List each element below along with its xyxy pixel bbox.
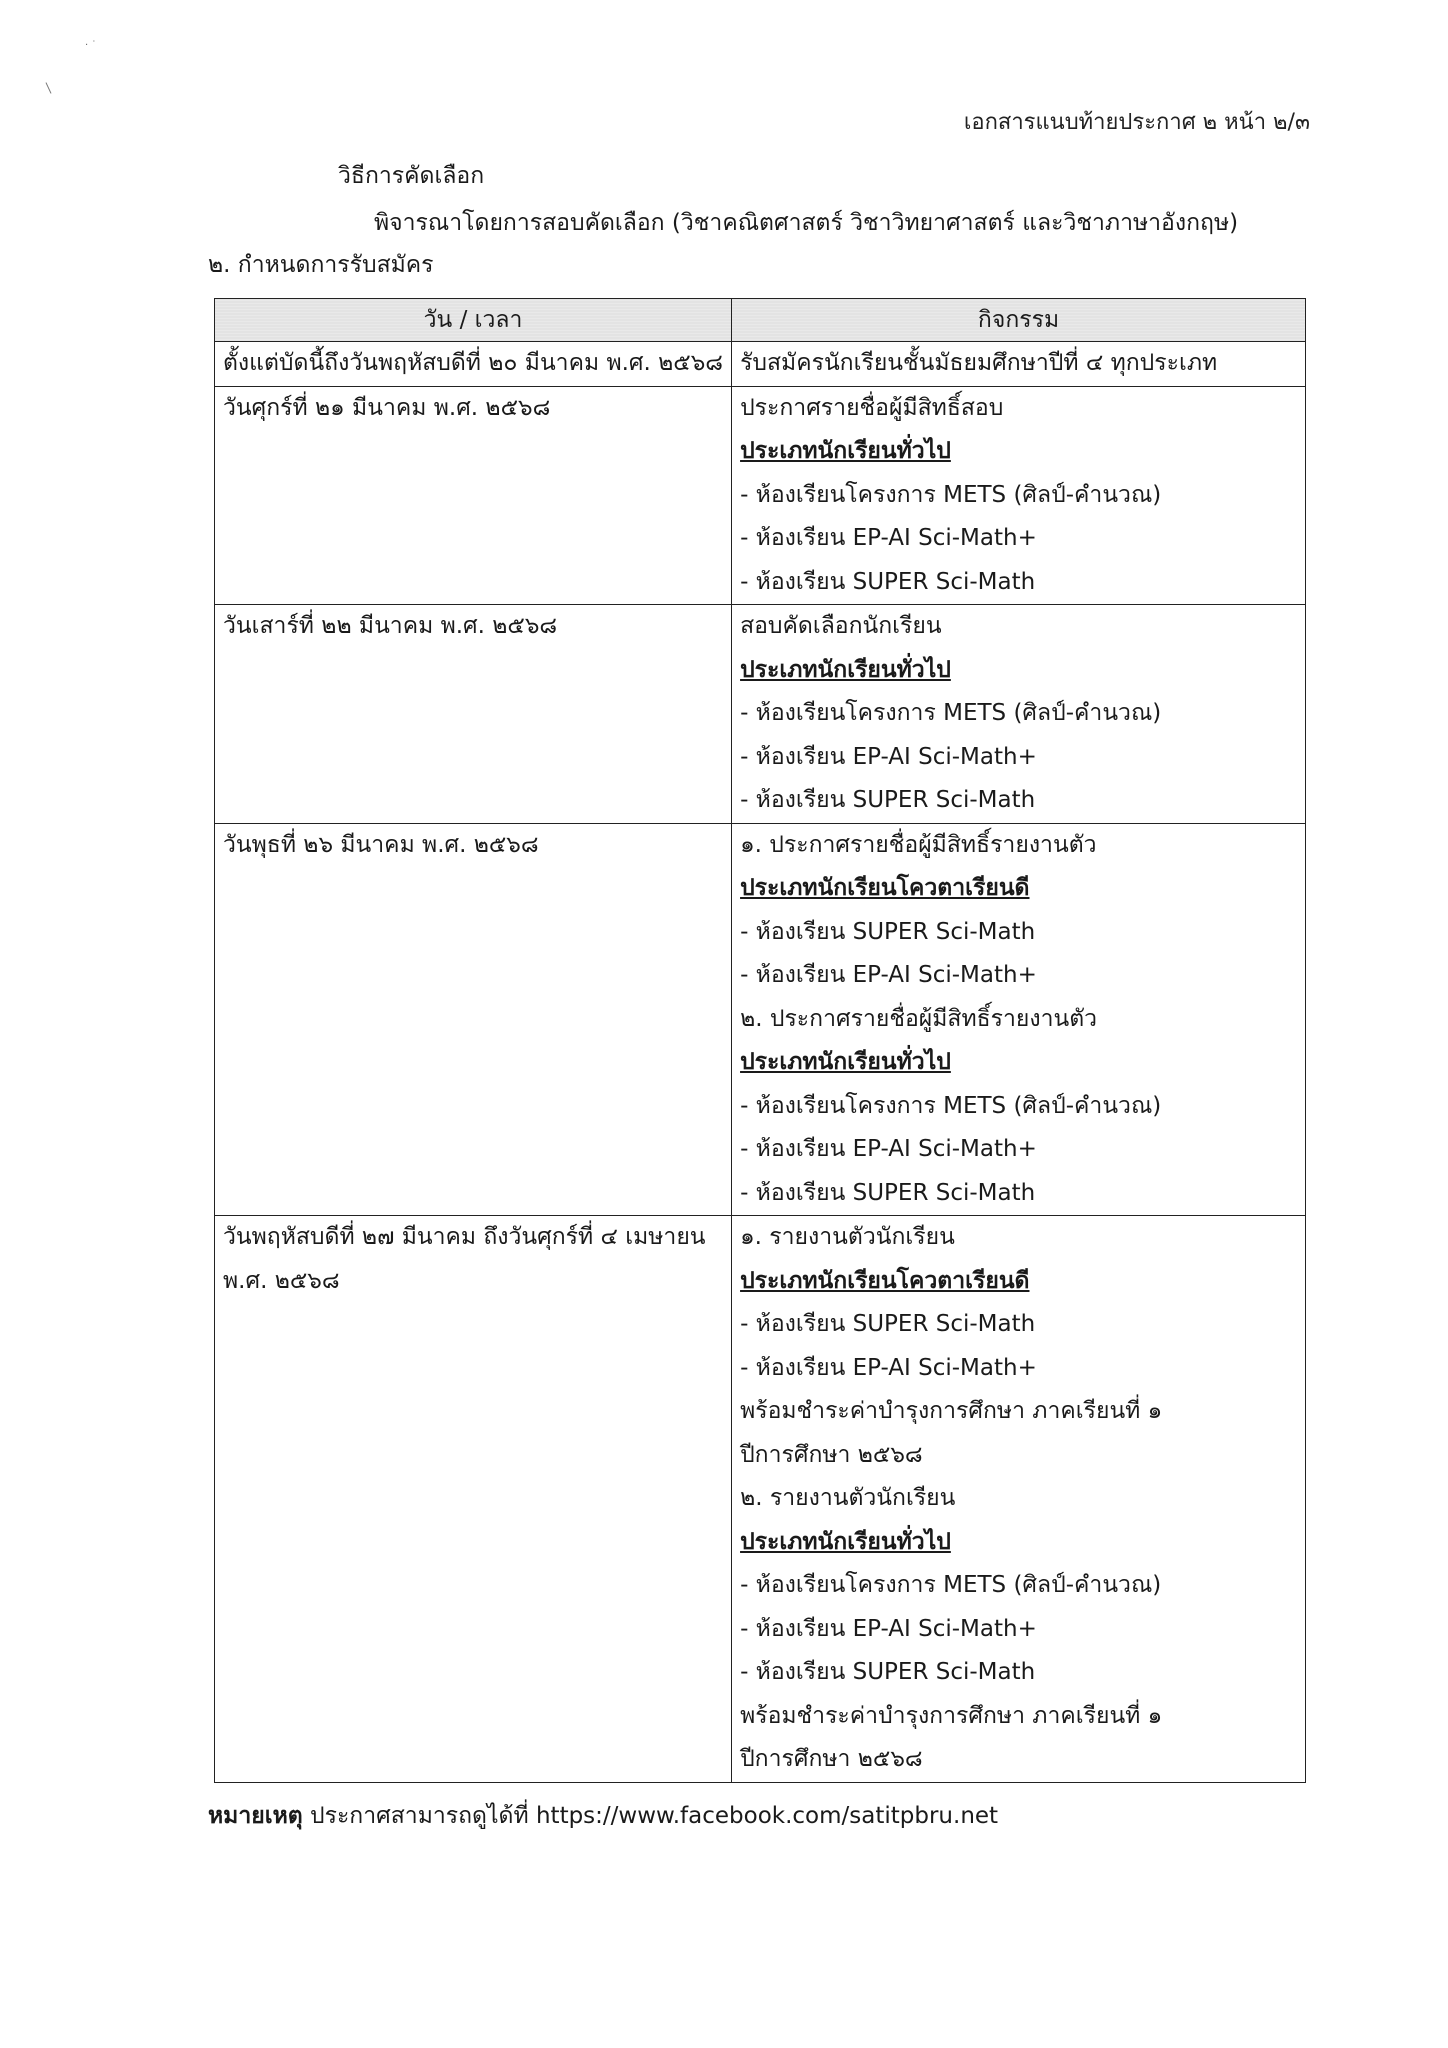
schedule-body (215, 342, 1306, 1783)
activity-line: ปีการศึกษา ๒๕๖๘ (740, 1746, 923, 1772)
date-line: วันเสาร์ที่ ๒๒ มีนาคม พ.ศ. ๒๕๖๘ (223, 613, 558, 639)
activity-line: - ห้องเรียน SUPER Sci-Math (740, 787, 1036, 813)
activity-line: ๑. รายงานตัวนักเรียน (740, 1224, 955, 1250)
activity-category: ประเภทนักเรียนโควตาเรียนดี (740, 875, 1030, 901)
table-row (215, 605, 1306, 824)
activity-line: ๒. ประกาศรายชื่อผู้มีสิทธิ์รายงานตัว (740, 1005, 1098, 1032)
activity-cell (732, 386, 1306, 605)
activity-line: - ห้องเรียน SUPER Sci-Math (740, 1311, 1036, 1337)
activity-cell (732, 823, 1306, 1216)
activity-line: สอบคัดเลือกนักเรียน (740, 613, 942, 639)
activity-line: - ห้องเรียน EP-AI Sci-Math+ (740, 1615, 1037, 1642)
activity-line: - ห้องเรียน EP-AI Sci-Math+ (740, 743, 1037, 770)
selection-heading: วิธีการคัดเลือก (338, 163, 485, 189)
section-heading: ๒. กำหนดการรับสมัคร (208, 252, 434, 278)
header-date-time: วัน / เวลา (215, 299, 732, 342)
page-header: เอกสารแนบท้ายประกาศ ๒ หน้า ๒/๓ (963, 110, 1310, 135)
footnote-text: ประกาศสามารถดูได้ที่ https://www.facebook.com/satitpbru.net (310, 1803, 999, 1829)
scan-speck (46, 82, 52, 93)
activity-line: - ห้องเรียนโครงการ METS (ศิลป์-คำนวณ) (740, 700, 1162, 726)
activity-line: ๒. รายงานตัวนักเรียน (740, 1485, 956, 1511)
activity-line: ๑. ประกาศรายชื่อผู้มีสิทธิ์รายงานตัว (740, 831, 1097, 858)
activity-cell (732, 342, 1306, 387)
activity-line: - ห้องเรียน EP-AI Sci-Math+ (740, 525, 1037, 551)
activity-line: - ห้องเรียน EP-AI Sci-Math+ (740, 1354, 1037, 1381)
activity-line: - ห้องเรียนโครงการ METS (ศิลป์-คำนวณ) (740, 1572, 1162, 1598)
date-cell (215, 823, 732, 1216)
table-row (215, 342, 1306, 387)
activity-line: - ห้องเรียนโครงการ METS (ศิลป์-คำนวณ) (740, 481, 1162, 508)
footnote (208, 1798, 998, 1834)
date-cell (215, 342, 732, 387)
activity-line: ประกาศรายชื่อผู้มีสิทธิ์สอบ (740, 394, 1004, 421)
activity-line: - ห้องเรียน EP-AI Sci-Math+ (740, 962, 1037, 988)
activity-line: - ห้องเรียน SUPER Sci-Math (740, 1659, 1036, 1685)
date-line: วันศุกร์ที่ ๒๑ มีนาคม พ.ศ. ๒๕๖๘ (223, 394, 551, 421)
activity-cell (732, 1216, 1306, 1783)
header-activity: กิจกรรม (732, 299, 1306, 342)
activity-line: - ห้องเรียน SUPER Sci-Math (740, 918, 1036, 945)
activity-cell (732, 605, 1306, 824)
activity-line: พร้อมชำระค่าบำรุงการศึกษา ภาคเรียนที่ ๑ (740, 1702, 1163, 1729)
date-line: วันพุธที่ ๒๖ มีนาคม พ.ศ. ๒๕๖๘ (223, 831, 539, 858)
table-header-row (215, 299, 1306, 342)
date-cell (215, 1216, 732, 1783)
activity-line: - ห้องเรียน SUPER Sci-Math (740, 1179, 1036, 1206)
date-line: ตั้งแต่บัดนี้ถึงวันพฤหัสบดีที่ ๒๐ มีนาคม พ.ศ. ๒๕๖๘ (223, 350, 724, 376)
table-row (215, 1216, 1306, 1783)
table-row (215, 386, 1306, 605)
activity-category: ประเภทนักเรียนทั่วไป (740, 656, 951, 683)
scan-speck: · ˙ (85, 40, 97, 51)
activity-category: ประเภทนักเรียนทั่วไป (740, 1528, 951, 1555)
date-cell (215, 605, 732, 824)
table-row (215, 823, 1306, 1216)
activity-line: ปีการศึกษา ๒๕๖๘ (740, 1441, 923, 1468)
activity-line: - ห้องเรียน SUPER Sci-Math (740, 568, 1036, 595)
activity-category: ประเภทนักเรียนโควตาเรียนดี (740, 1267, 1030, 1294)
footnote-label: หมายเหตุ (208, 1803, 303, 1829)
schedule-table (214, 298, 1306, 1783)
activity-line: พร้อมชำระค่าบำรุงการศึกษา ภาคเรียนที่ ๑ (740, 1398, 1163, 1424)
date-line: วันพฤหัสบดีที่ ๒๗ มีนาคม ถึงวันศุกร์ที่ ๔ เมษายน (223, 1224, 706, 1250)
activity-category: ประเภทนักเรียนทั่วไป (740, 1049, 951, 1075)
activity-line: - ห้องเรียนโครงการ METS (ศิลป์-คำนวณ) (740, 1092, 1162, 1119)
activity-line: - ห้องเรียน EP-AI Sci-Math+ (740, 1136, 1037, 1162)
selection-description: พิจารณาโดยการสอบคัดเลือก (วิชาคณิตศาสตร์ วิชาวิทยาศาสตร์ และวิชาภาษาอังกฤษ) (374, 210, 1239, 236)
date-cell (215, 386, 732, 605)
activity-line: รับสมัครนักเรียนชั้นมัธยมศึกษาปีที่ ๔ ทุกประเภท (740, 350, 1218, 376)
date-line: พ.ศ. ๒๕๖๘ (223, 1267, 340, 1294)
activity-category: ประเภทนักเรียนทั่วไป (740, 438, 951, 464)
